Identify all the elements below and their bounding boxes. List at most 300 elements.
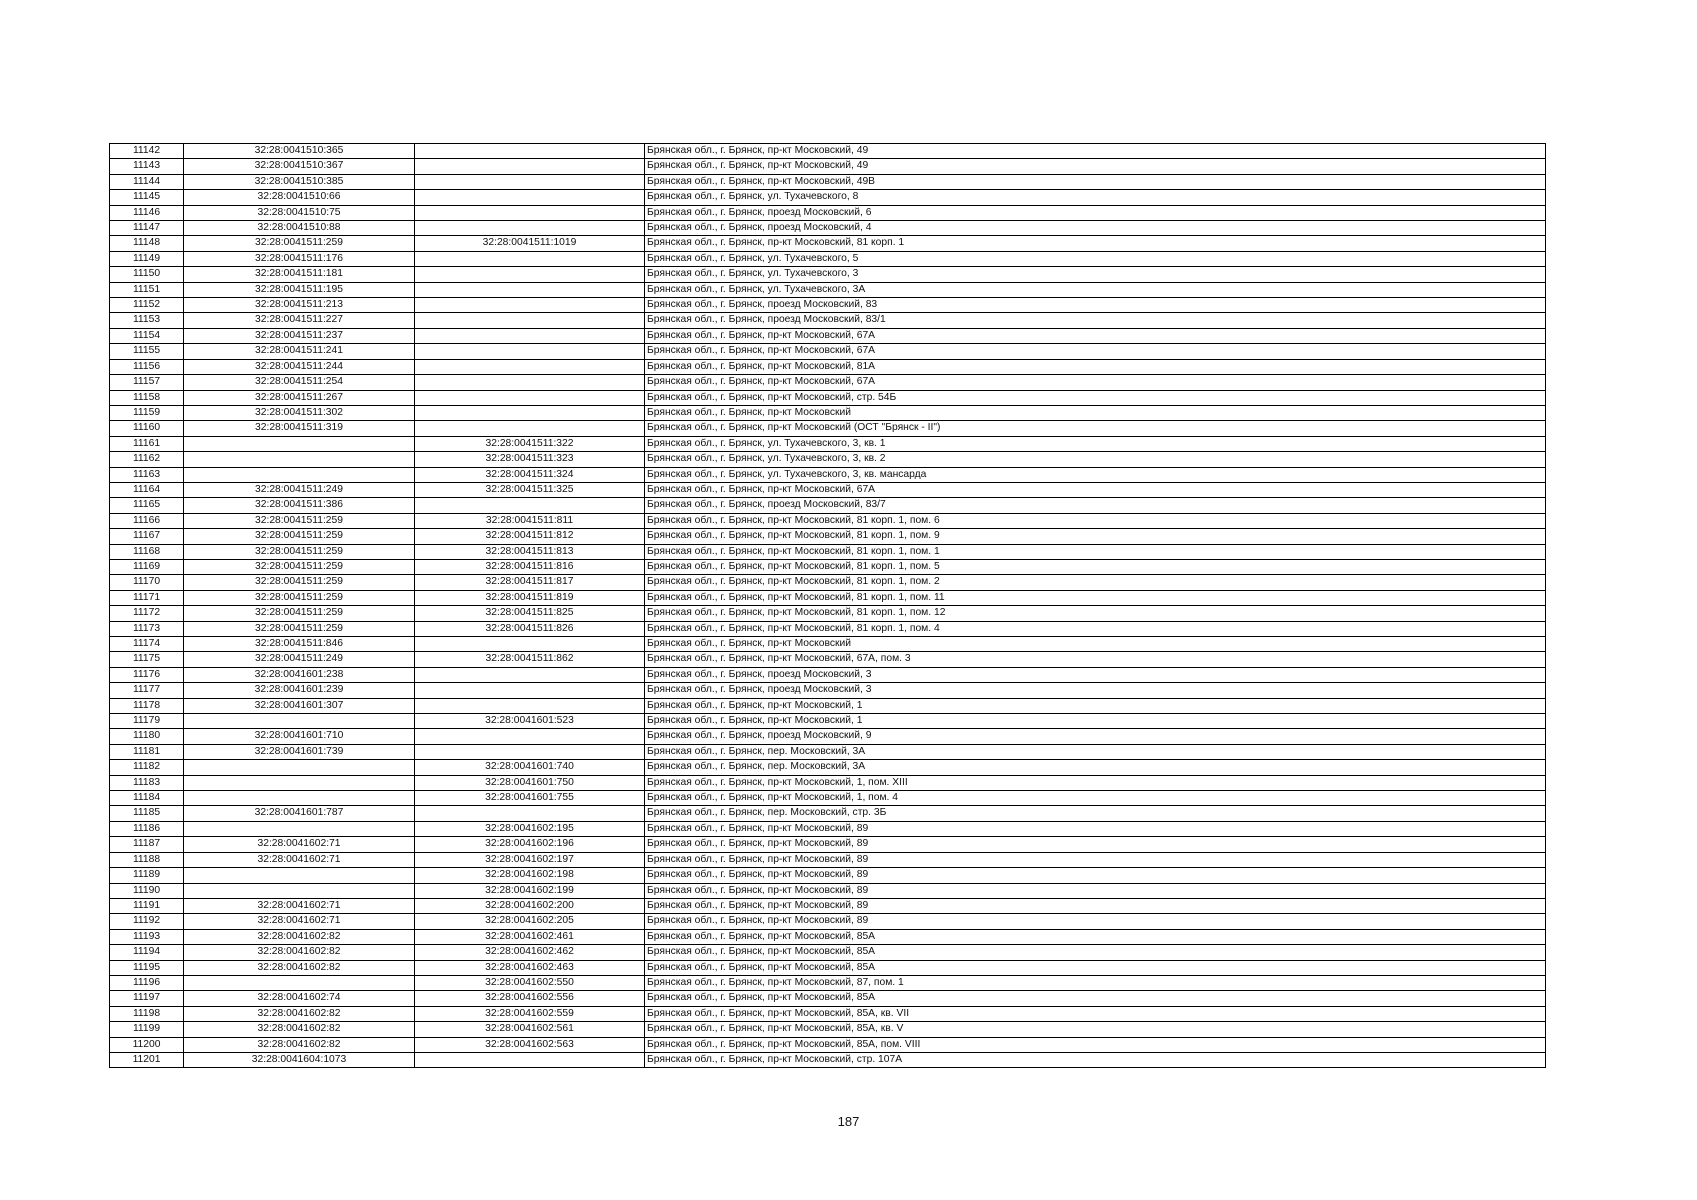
address-cell: Брянская обл., г. Брянск, пр-кт Московский, 81 корп. 1, пом. 1 xyxy=(645,544,1546,559)
land-cadastral-number-cell: 32:28:0041511:259 xyxy=(184,606,415,621)
address-cell: Брянская обл., г. Брянск, пр-кт Московский, 67А xyxy=(645,328,1546,343)
address-cell: Брянская обл., г. Брянск, ул. Тухачевского, 3 xyxy=(645,267,1546,282)
table-row xyxy=(110,421,1546,436)
row-number-cell: 11182 xyxy=(110,760,184,775)
row-number-cell: 11153 xyxy=(110,313,184,328)
row-number-cell: 11197 xyxy=(110,991,184,1006)
table-row xyxy=(110,929,1546,944)
land-cadastral-number-cell xyxy=(184,821,415,836)
table-row xyxy=(110,190,1546,205)
table-row xyxy=(110,559,1546,574)
address-cell: Брянская обл., г. Брянск, пр-кт Московский, 1, пом. XIII xyxy=(645,775,1546,790)
land-cadastral-number-cell: 32:28:0041511:259 xyxy=(184,513,415,528)
table-row xyxy=(110,513,1546,528)
table-row xyxy=(110,852,1546,867)
object-cadastral-number-cell: 32:28:0041602:197 xyxy=(415,852,645,867)
table-row xyxy=(110,452,1546,467)
land-cadastral-number-cell: 32:28:0041511:249 xyxy=(184,482,415,497)
address-cell: Брянская обл., г. Брянск, пр-кт Московский, 81А xyxy=(645,359,1546,374)
address-cell: Брянская обл., г. Брянск, ул. Тухачевского, 3, кв. мансарда xyxy=(645,467,1546,482)
row-number-cell: 11170 xyxy=(110,575,184,590)
object-cadastral-number-cell xyxy=(415,667,645,682)
row-number-cell: 11179 xyxy=(110,714,184,729)
address-cell: Брянская обл., г. Брянск, пр-кт Московский, 1 xyxy=(645,698,1546,713)
address-cell: Брянская обл., г. Брянск, ул. Тухачевского, 3А xyxy=(645,282,1546,297)
address-cell: Брянская обл., г. Брянск, пр-кт Московский, 89 xyxy=(645,868,1546,883)
object-cadastral-number-cell: 32:28:0041602:195 xyxy=(415,821,645,836)
table-row xyxy=(110,575,1546,590)
address-cell: Брянская обл., г. Брянск, пр-кт Московский, 49В xyxy=(645,174,1546,189)
row-number-cell: 11147 xyxy=(110,221,184,236)
land-cadastral-number-cell: 32:28:0041511:249 xyxy=(184,652,415,667)
row-number-cell: 11201 xyxy=(110,1052,184,1067)
object-cadastral-number-cell: 32:28:0041601:740 xyxy=(415,760,645,775)
row-number-cell: 11189 xyxy=(110,868,184,883)
object-cadastral-number-cell xyxy=(415,282,645,297)
address-cell: Брянская обл., г. Брянск, пер. Московский, стр. 3Б xyxy=(645,806,1546,821)
address-cell: Брянская обл., г. Брянск, пр-кт Московский, 89 xyxy=(645,883,1546,898)
land-cadastral-number-cell: 32:28:0041510:367 xyxy=(184,159,415,174)
object-cadastral-number-cell xyxy=(415,221,645,236)
table-row xyxy=(110,637,1546,652)
row-number-cell: 11187 xyxy=(110,837,184,852)
object-cadastral-number-cell: 32:28:0041602:462 xyxy=(415,945,645,960)
address-cell: Брянская обл., г. Брянск, проезд Московский, 3 xyxy=(645,667,1546,682)
land-cadastral-number-cell: 32:28:0041602:71 xyxy=(184,898,415,913)
object-cadastral-number-cell: 32:28:0041511:811 xyxy=(415,513,645,528)
land-cadastral-number-cell xyxy=(184,883,415,898)
address-cell: Брянская обл., г. Брянск, пр-кт Московский (ОСТ "Брянск - II") xyxy=(645,421,1546,436)
table-row xyxy=(110,236,1546,251)
land-cadastral-number-cell: 32:28:0041511:241 xyxy=(184,344,415,359)
object-cadastral-number-cell xyxy=(415,698,645,713)
land-cadastral-number-cell: 32:28:0041601:787 xyxy=(184,806,415,821)
object-cadastral-number-cell: 32:28:0041511:826 xyxy=(415,621,645,636)
land-cadastral-number-cell xyxy=(184,868,415,883)
land-cadastral-number-cell: 32:28:0041602:71 xyxy=(184,914,415,929)
row-number-cell: 11190 xyxy=(110,883,184,898)
land-cadastral-number-cell: 32:28:0041604:1073 xyxy=(184,1052,415,1067)
address-cell: Брянская обл., г. Брянск, пр-кт Московский, 81 корп. 1, пом. 2 xyxy=(645,575,1546,590)
land-cadastral-number-cell xyxy=(184,775,415,790)
cadastral-table xyxy=(109,143,1546,1068)
table-row xyxy=(110,174,1546,189)
address-cell: Брянская обл., г. Брянск, пер. Московский, 3А xyxy=(645,760,1546,775)
address-cell: Брянская обл., г. Брянск, проезд Московский, 83/7 xyxy=(645,498,1546,513)
address-cell: Брянская обл., г. Брянск, ул. Тухачевского, 3, кв. 2 xyxy=(645,452,1546,467)
table-row xyxy=(110,714,1546,729)
table-row xyxy=(110,991,1546,1006)
address-cell: Брянская обл., г. Брянск, пр-кт Московский, 67А, пом. 3 xyxy=(645,652,1546,667)
table-row xyxy=(110,221,1546,236)
object-cadastral-number-cell: 32:28:0041602:196 xyxy=(415,837,645,852)
table-row xyxy=(110,390,1546,405)
land-cadastral-number-cell: 32:28:0041511:259 xyxy=(184,529,415,544)
row-number-cell: 11144 xyxy=(110,174,184,189)
address-cell: Брянская обл., г. Брянск, пр-кт Московский, 81 корп. 1, пом. 6 xyxy=(645,513,1546,528)
table-row xyxy=(110,744,1546,759)
table-row xyxy=(110,529,1546,544)
land-cadastral-number-cell: 32:28:0041510:385 xyxy=(184,174,415,189)
object-cadastral-number-cell xyxy=(415,405,645,420)
table-row xyxy=(110,498,1546,513)
address-cell: Брянская обл., г. Брянск, ул. Тухачевского, 5 xyxy=(645,251,1546,266)
table-row xyxy=(110,837,1546,852)
land-cadastral-number-cell: 32:28:0041602:82 xyxy=(184,1006,415,1021)
table-row xyxy=(110,806,1546,821)
land-cadastral-number-cell xyxy=(184,791,415,806)
row-number-cell: 11198 xyxy=(110,1006,184,1021)
table-row xyxy=(110,975,1546,990)
land-cadastral-number-cell xyxy=(184,436,415,451)
table-row xyxy=(110,898,1546,913)
table-row xyxy=(110,482,1546,497)
land-cadastral-number-cell: 32:28:0041511:227 xyxy=(184,313,415,328)
row-number-cell: 11173 xyxy=(110,621,184,636)
table-row xyxy=(110,760,1546,775)
object-cadastral-number-cell xyxy=(415,744,645,759)
address-cell: Брянская обл., г. Брянск, проезд Московский, 83 xyxy=(645,298,1546,313)
table-row xyxy=(110,883,1546,898)
row-number-cell: 11180 xyxy=(110,729,184,744)
object-cadastral-number-cell xyxy=(415,375,645,390)
row-number-cell: 11195 xyxy=(110,960,184,975)
row-number-cell: 11184 xyxy=(110,791,184,806)
land-cadastral-number-cell xyxy=(184,467,415,482)
object-cadastral-number-cell xyxy=(415,174,645,189)
object-cadastral-number-cell xyxy=(415,159,645,174)
address-cell: Брянская обл., г. Брянск, пр-кт Московский, 85А, кв. VII xyxy=(645,1006,1546,1021)
row-number-cell: 11154 xyxy=(110,328,184,343)
land-cadastral-number-cell: 32:28:0041511:259 xyxy=(184,559,415,574)
object-cadastral-number-cell xyxy=(415,683,645,698)
object-cadastral-number-cell: 32:28:0041602:205 xyxy=(415,914,645,929)
address-cell: Брянская обл., г. Брянск, пр-кт Московский, 81 корп. 1, пом. 11 xyxy=(645,590,1546,605)
object-cadastral-number-cell: 32:28:0041602:463 xyxy=(415,960,645,975)
object-cadastral-number-cell xyxy=(415,498,645,513)
land-cadastral-number-cell: 32:28:0041601:739 xyxy=(184,744,415,759)
table-row xyxy=(110,698,1546,713)
row-number-cell: 11176 xyxy=(110,667,184,682)
row-number-cell: 11164 xyxy=(110,482,184,497)
row-number-cell: 11166 xyxy=(110,513,184,528)
land-cadastral-number-cell: 32:28:0041511:244 xyxy=(184,359,415,374)
address-cell: Брянская обл., г. Брянск, пр-кт Московский, 89 xyxy=(645,898,1546,913)
row-number-cell: 11194 xyxy=(110,945,184,960)
address-cell: Брянская обл., г. Брянск, пр-кт Московский, 85А xyxy=(645,945,1546,960)
object-cadastral-number-cell xyxy=(415,298,645,313)
table-row xyxy=(110,267,1546,282)
land-cadastral-number-cell: 32:28:0041511:259 xyxy=(184,236,415,251)
address-cell: Брянская обл., г. Брянск, пр-кт Московский, 81 корп. 1, пом. 12 xyxy=(645,606,1546,621)
row-number-cell: 11159 xyxy=(110,405,184,420)
row-number-cell: 11192 xyxy=(110,914,184,929)
object-cadastral-number-cell: 32:28:0041602:461 xyxy=(415,929,645,944)
land-cadastral-number-cell: 32:28:0041510:66 xyxy=(184,190,415,205)
table-row xyxy=(110,791,1546,806)
address-cell: Брянская обл., г. Брянск, проезд Московский, 6 xyxy=(645,205,1546,220)
table-row xyxy=(110,729,1546,744)
row-number-cell: 11155 xyxy=(110,344,184,359)
row-number-cell: 11188 xyxy=(110,852,184,867)
land-cadastral-number-cell: 32:28:0041601:238 xyxy=(184,667,415,682)
address-cell: Брянская обл., г. Брянск, пр-кт Московский, 85А xyxy=(645,929,1546,944)
land-cadastral-number-cell xyxy=(184,975,415,990)
table-row xyxy=(110,821,1546,836)
address-cell: Брянская обл., г. Брянск, пр-кт Московский, 81 корп. 1, пом. 4 xyxy=(645,621,1546,636)
land-cadastral-number-cell xyxy=(184,714,415,729)
object-cadastral-number-cell: 32:28:0041601:750 xyxy=(415,775,645,790)
table-row xyxy=(110,621,1546,636)
address-cell: Брянская обл., г. Брянск, пр-кт Московский, 89 xyxy=(645,821,1546,836)
object-cadastral-number-cell: 32:28:0041602:198 xyxy=(415,868,645,883)
address-cell: Брянская обл., г. Брянск, пр-кт Московский, 67А xyxy=(645,375,1546,390)
cadastral-table-body xyxy=(110,144,1546,1068)
address-cell: Брянская обл., г. Брянск, пр-кт Московский, 81 корп. 1, пом. 5 xyxy=(645,559,1546,574)
object-cadastral-number-cell xyxy=(415,313,645,328)
object-cadastral-number-cell xyxy=(415,328,645,343)
object-cadastral-number-cell: 32:28:0041602:199 xyxy=(415,883,645,898)
table-row xyxy=(110,436,1546,451)
table-row xyxy=(110,1006,1546,1021)
table-row xyxy=(110,251,1546,266)
object-cadastral-number-cell: 32:28:0041602:563 xyxy=(415,1037,645,1052)
object-cadastral-number-cell: 32:28:0041511:323 xyxy=(415,452,645,467)
row-number-cell: 11143 xyxy=(110,159,184,174)
address-cell: Брянская обл., г. Брянск, пр-кт Московский, стр. 54Б xyxy=(645,390,1546,405)
object-cadastral-number-cell: 32:28:0041602:559 xyxy=(415,1006,645,1021)
table-row xyxy=(110,375,1546,390)
object-cadastral-number-cell: 32:28:0041511:825 xyxy=(415,606,645,621)
object-cadastral-number-cell: 32:28:0041602:200 xyxy=(415,898,645,913)
row-number-cell: 11181 xyxy=(110,744,184,759)
land-cadastral-number-cell: 32:28:0041511:237 xyxy=(184,328,415,343)
land-cadastral-number-cell: 32:28:0041511:267 xyxy=(184,390,415,405)
table-row xyxy=(110,205,1546,220)
address-cell: Брянская обл., г. Брянск, ул. Тухачевского, 8 xyxy=(645,190,1546,205)
address-cell: Брянская обл., г. Брянск, пр-кт Московский, 1, пом. 4 xyxy=(645,791,1546,806)
land-cadastral-number-cell: 32:28:0041602:71 xyxy=(184,837,415,852)
land-cadastral-number-cell: 32:28:0041601:239 xyxy=(184,683,415,698)
address-cell: Брянская обл., г. Брянск, пер. Московский, 3А xyxy=(645,744,1546,759)
address-cell: Брянская обл., г. Брянск, пр-кт Московский xyxy=(645,637,1546,652)
table-row xyxy=(110,544,1546,559)
land-cadastral-number-cell: 32:28:0041511:176 xyxy=(184,251,415,266)
land-cadastral-number-cell: 32:28:0041601:710 xyxy=(184,729,415,744)
row-number-cell: 11142 xyxy=(110,144,184,159)
land-cadastral-number-cell: 32:28:0041510:88 xyxy=(184,221,415,236)
row-number-cell: 11185 xyxy=(110,806,184,821)
object-cadastral-number-cell: 32:28:0041511:322 xyxy=(415,436,645,451)
row-number-cell: 11165 xyxy=(110,498,184,513)
table-row xyxy=(110,960,1546,975)
row-number-cell: 11172 xyxy=(110,606,184,621)
row-number-cell: 11146 xyxy=(110,205,184,220)
table-row xyxy=(110,1022,1546,1037)
row-number-cell: 11171 xyxy=(110,590,184,605)
table-row xyxy=(110,667,1546,682)
land-cadastral-number-cell: 32:28:0041511:319 xyxy=(184,421,415,436)
address-cell: Брянская обл., г. Брянск, пр-кт Московский, 49 xyxy=(645,159,1546,174)
row-number-cell: 11163 xyxy=(110,467,184,482)
address-cell: Брянская обл., г. Брянск, проезд Московский, 9 xyxy=(645,729,1546,744)
object-cadastral-number-cell: 32:28:0041511:819 xyxy=(415,590,645,605)
address-cell: Брянская обл., г. Брянск, проезд Московский, 3 xyxy=(645,683,1546,698)
address-cell: Брянская обл., г. Брянск, пр-кт Московский, 1 xyxy=(645,714,1546,729)
table-row xyxy=(110,328,1546,343)
table-row xyxy=(110,313,1546,328)
row-number-cell: 11149 xyxy=(110,251,184,266)
object-cadastral-number-cell: 32:28:0041601:523 xyxy=(415,714,645,729)
address-cell: Брянская обл., г. Брянск, пр-кт Московский, 85А, кв. V xyxy=(645,1022,1546,1037)
address-cell: Брянская обл., г. Брянск, пр-кт Московский, 85А xyxy=(645,960,1546,975)
object-cadastral-number-cell xyxy=(415,190,645,205)
row-number-cell: 11186 xyxy=(110,821,184,836)
object-cadastral-number-cell xyxy=(415,251,645,266)
land-cadastral-number-cell: 32:28:0041511:181 xyxy=(184,267,415,282)
object-cadastral-number-cell: 32:28:0041511:813 xyxy=(415,544,645,559)
table-row xyxy=(110,1037,1546,1052)
land-cadastral-number-cell: 32:28:0041511:386 xyxy=(184,498,415,513)
address-cell: Брянская обл., г. Брянск, пр-кт Московский, 49 xyxy=(645,144,1546,159)
land-cadastral-number-cell: 32:28:0041602:74 xyxy=(184,991,415,1006)
address-cell: Брянская обл., г. Брянск, пр-кт Московский, 89 xyxy=(645,852,1546,867)
row-number-cell: 11193 xyxy=(110,929,184,944)
row-number-cell: 11178 xyxy=(110,698,184,713)
row-number-cell: 11177 xyxy=(110,683,184,698)
object-cadastral-number-cell xyxy=(415,144,645,159)
land-cadastral-number-cell: 32:28:0041602:82 xyxy=(184,929,415,944)
row-number-cell: 11162 xyxy=(110,452,184,467)
address-cell: Брянская обл., г. Брянск, пр-кт Московский, 81 корп. 1, пом. 9 xyxy=(645,529,1546,544)
address-cell: Брянская обл., г. Брянск, ул. Тухачевского, 3, кв. 1 xyxy=(645,436,1546,451)
table-row xyxy=(110,467,1546,482)
object-cadastral-number-cell xyxy=(415,806,645,821)
row-number-cell: 11148 xyxy=(110,236,184,251)
land-cadastral-number-cell: 32:28:0041511:259 xyxy=(184,621,415,636)
address-cell: Брянская обл., г. Брянск, проезд Московский, 4 xyxy=(645,221,1546,236)
table-row xyxy=(110,868,1546,883)
address-cell: Брянская обл., г. Брянск, пр-кт Московский, стр. 107А xyxy=(645,1052,1546,1067)
page-number: 187 xyxy=(837,1114,860,1129)
object-cadastral-number-cell: 32:28:0041511:817 xyxy=(415,575,645,590)
address-cell: Брянская обл., г. Брянск, пр-кт Московский, 67А xyxy=(645,344,1546,359)
table-row xyxy=(110,159,1546,174)
land-cadastral-number-cell xyxy=(184,452,415,467)
row-number-cell: 11169 xyxy=(110,559,184,574)
row-number-cell: 11191 xyxy=(110,898,184,913)
land-cadastral-number-cell: 32:28:0041511:259 xyxy=(184,590,415,605)
object-cadastral-number-cell xyxy=(415,421,645,436)
land-cadastral-number-cell: 32:28:0041511:259 xyxy=(184,544,415,559)
land-cadastral-number-cell: 32:28:0041510:365 xyxy=(184,144,415,159)
row-number-cell: 11168 xyxy=(110,544,184,559)
address-cell: Брянская обл., г. Брянск, пр-кт Московский, 85А xyxy=(645,991,1546,1006)
row-number-cell: 11174 xyxy=(110,637,184,652)
object-cadastral-number-cell xyxy=(415,359,645,374)
object-cadastral-number-cell xyxy=(415,267,645,282)
row-number-cell: 11157 xyxy=(110,375,184,390)
table-row xyxy=(110,298,1546,313)
row-number-cell: 11175 xyxy=(110,652,184,667)
row-number-cell: 11145 xyxy=(110,190,184,205)
object-cadastral-number-cell: 32:28:0041601:755 xyxy=(415,791,645,806)
row-number-cell: 11167 xyxy=(110,529,184,544)
table-row xyxy=(110,914,1546,929)
object-cadastral-number-cell: 32:28:0041511:324 xyxy=(415,467,645,482)
table-row xyxy=(110,1052,1546,1067)
object-cadastral-number-cell: 32:28:0041511:1019 xyxy=(415,236,645,251)
table-row xyxy=(110,405,1546,420)
object-cadastral-number-cell xyxy=(415,637,645,652)
land-cadastral-number-cell: 32:28:0041511:254 xyxy=(184,375,415,390)
land-cadastral-number-cell: 32:28:0041511:195 xyxy=(184,282,415,297)
object-cadastral-number-cell xyxy=(415,344,645,359)
object-cadastral-number-cell: 32:28:0041602:561 xyxy=(415,1022,645,1037)
row-number-cell: 11161 xyxy=(110,436,184,451)
address-cell: Брянская обл., г. Брянск, пр-кт Московский xyxy=(645,405,1546,420)
land-cadastral-number-cell: 32:28:0041511:213 xyxy=(184,298,415,313)
land-cadastral-number-cell: 32:28:0041511:846 xyxy=(184,637,415,652)
row-number-cell: 11152 xyxy=(110,298,184,313)
table-row xyxy=(110,606,1546,621)
table-row xyxy=(110,344,1546,359)
object-cadastral-number-cell: 32:28:0041602:550 xyxy=(415,975,645,990)
row-number-cell: 11160 xyxy=(110,421,184,436)
address-cell: Брянская обл., г. Брянск, пр-кт Московский, 89 xyxy=(645,914,1546,929)
row-number-cell: 11156 xyxy=(110,359,184,374)
row-number-cell: 11150 xyxy=(110,267,184,282)
land-cadastral-number-cell: 32:28:0041602:82 xyxy=(184,945,415,960)
land-cadastral-number-cell: 32:28:0041602:82 xyxy=(184,1022,415,1037)
land-cadastral-number-cell: 32:28:0041510:75 xyxy=(184,205,415,220)
object-cadastral-number-cell xyxy=(415,390,645,405)
address-cell: Брянская обл., г. Брянск, пр-кт Московский, 81 корп. 1 xyxy=(645,236,1546,251)
object-cadastral-number-cell: 32:28:0041602:556 xyxy=(415,991,645,1006)
table-row xyxy=(110,683,1546,698)
land-cadastral-number-cell: 32:28:0041511:259 xyxy=(184,575,415,590)
land-cadastral-number-cell: 32:28:0041602:71 xyxy=(184,852,415,867)
object-cadastral-number-cell xyxy=(415,729,645,744)
address-cell: Брянская обл., г. Брянск, проезд Московский, 83/1 xyxy=(645,313,1546,328)
address-cell: Брянская обл., г. Брянск, пр-кт Московский, 85А, пом. VIII xyxy=(645,1037,1546,1052)
address-cell: Брянская обл., г. Брянск, пр-кт Московский, 67А xyxy=(645,482,1546,497)
row-number-cell: 11158 xyxy=(110,390,184,405)
row-number-cell: 11199 xyxy=(110,1022,184,1037)
address-cell: Брянская обл., г. Брянск, пр-кт Московский, 87, пом. 1 xyxy=(645,975,1546,990)
table-row xyxy=(110,282,1546,297)
table-row xyxy=(110,945,1546,960)
object-cadastral-number-cell: 32:28:0041511:812 xyxy=(415,529,645,544)
row-number-cell: 11183 xyxy=(110,775,184,790)
table-row xyxy=(110,652,1546,667)
land-cadastral-number-cell: 32:28:0041602:82 xyxy=(184,960,415,975)
table-row xyxy=(110,144,1546,159)
address-cell: Брянская обл., г. Брянск, пр-кт Московский, 89 xyxy=(645,837,1546,852)
table-row xyxy=(110,775,1546,790)
land-cadastral-number-cell: 32:28:0041601:307 xyxy=(184,698,415,713)
row-number-cell: 11151 xyxy=(110,282,184,297)
object-cadastral-number-cell: 32:28:0041511:325 xyxy=(415,482,645,497)
land-cadastral-number-cell: 32:28:0041602:82 xyxy=(184,1037,415,1052)
object-cadastral-number-cell xyxy=(415,205,645,220)
land-cadastral-number-cell xyxy=(184,760,415,775)
row-number-cell: 11200 xyxy=(110,1037,184,1052)
object-cadastral-number-cell: 32:28:0041511:862 xyxy=(415,652,645,667)
object-cadastral-number-cell: 32:28:0041511:816 xyxy=(415,559,645,574)
table-row xyxy=(110,359,1546,374)
land-cadastral-number-cell: 32:28:0041511:302 xyxy=(184,405,415,420)
